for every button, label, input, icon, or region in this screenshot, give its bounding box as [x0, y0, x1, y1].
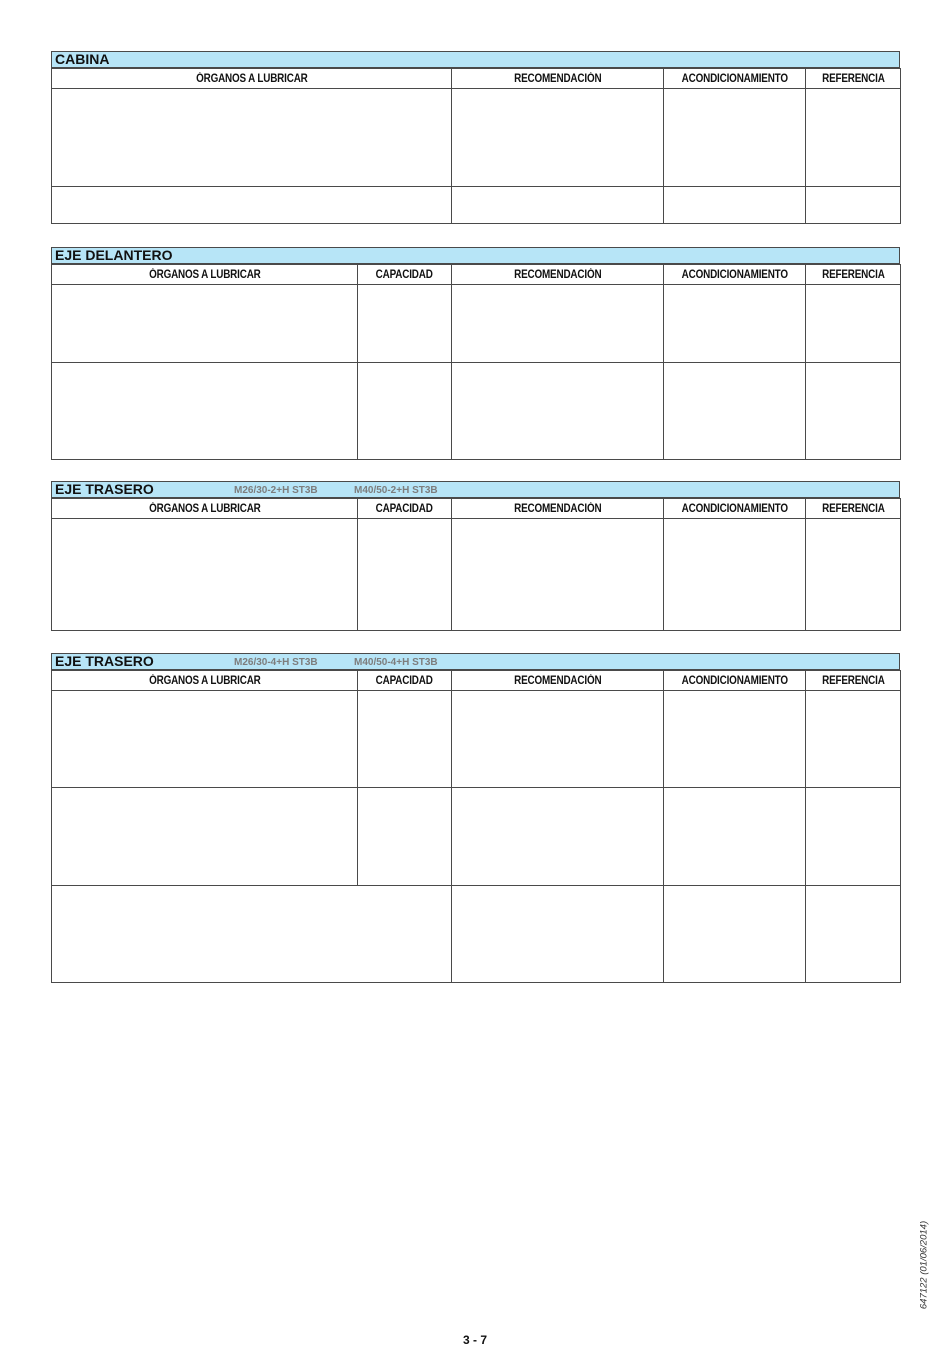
- cell: [452, 285, 664, 363]
- header-capacidad: CAPACIDAD: [358, 499, 452, 519]
- header-acondicionamiento: ACONDICIONAMIENTO: [664, 671, 806, 691]
- cell: [664, 886, 806, 983]
- header-row: [52, 69, 901, 89]
- section-title: EJE DELANTERO: [55, 247, 173, 263]
- header-organos: ÓRGANOS A LUBRICAR: [52, 265, 358, 285]
- table-row: [52, 187, 901, 224]
- table-row: [52, 691, 901, 788]
- section-eje-trasero-4: [51, 653, 900, 983]
- cell: [452, 788, 664, 886]
- cell: [806, 89, 901, 187]
- cell: [664, 285, 806, 363]
- eje-delantero-table: [51, 264, 901, 460]
- cell: [52, 691, 358, 788]
- cell: [806, 363, 901, 460]
- cell: [452, 886, 664, 983]
- cell: [664, 691, 806, 788]
- cell: [52, 285, 358, 363]
- header-capacidad: CAPACIDAD: [358, 671, 452, 691]
- cell: [52, 363, 358, 460]
- table-row: [52, 89, 901, 187]
- cell: [806, 886, 901, 983]
- table-row: [52, 285, 901, 363]
- cell: [52, 886, 452, 983]
- section-title-bar: [51, 481, 900, 498]
- cell: [358, 363, 452, 460]
- header-recomendacion: RECOMENDACIÓN: [452, 265, 664, 285]
- section-cabina: [51, 51, 900, 224]
- cell: [52, 788, 358, 886]
- header-row: [52, 499, 901, 519]
- header-referencia: REFERENCIA: [806, 499, 901, 519]
- table-row: [52, 363, 901, 460]
- cell: [358, 691, 452, 788]
- header-recomendacion: RECOMENDACIÓN: [452, 499, 664, 519]
- header-acondicionamiento: ACONDICIONAMIENTO: [664, 499, 806, 519]
- document-reference: 647122 (01/06/2014): [918, 1220, 930, 1310]
- cell: [52, 519, 358, 631]
- section-title: EJE TRASERO: [55, 481, 154, 497]
- cell: [806, 788, 901, 886]
- section-title: CABINA: [55, 51, 110, 67]
- header-row: [52, 265, 901, 285]
- cell: [358, 519, 452, 631]
- cell: [52, 89, 452, 187]
- cell: [664, 363, 806, 460]
- cell: [806, 187, 901, 224]
- header-recomendacion: RECOMENDACIÓN: [452, 671, 664, 691]
- header-row: [52, 671, 901, 691]
- cell: [358, 285, 452, 363]
- cell: [806, 519, 901, 631]
- table-row: [52, 519, 901, 631]
- cell: [664, 788, 806, 886]
- cell: [452, 363, 664, 460]
- cell: [664, 89, 806, 187]
- header-organos: ÓRGANOS A LUBRICAR: [52, 499, 358, 519]
- eje-trasero-2-table: [51, 498, 901, 631]
- header-acondicionamiento: ACONDICIONAMIENTO: [664, 69, 806, 89]
- page-number: 3 - 7: [462, 1333, 487, 1347]
- cell: [664, 519, 806, 631]
- cell: [358, 788, 452, 886]
- header-referencia: REFERENCIA: [806, 265, 901, 285]
- cabina-table: [51, 68, 901, 224]
- header-capacidad: CAPACIDAD: [358, 265, 452, 285]
- header-organos: ÓRGANOS A LUBRICAR: [52, 671, 358, 691]
- section-eje-trasero-2: [51, 481, 900, 631]
- cell: [452, 187, 664, 224]
- section-title-bar: [51, 247, 900, 264]
- table-row: [52, 788, 901, 886]
- cell: [664, 187, 806, 224]
- model-label-a: M26/30-2+H ST3B: [234, 485, 318, 496]
- eje-trasero-4-table: [51, 670, 901, 983]
- table-row: [52, 886, 901, 983]
- model-label-a: M26/30-4+H ST3B: [234, 657, 318, 668]
- header-acondicionamiento: ACONDICIONAMIENTO: [664, 265, 806, 285]
- cell: [452, 691, 664, 788]
- section-title-bar: [51, 653, 900, 670]
- header-organos: ÓRGANOS A LUBRICAR: [52, 69, 452, 89]
- header-recomendacion: RECOMENDACIÓN: [452, 69, 664, 89]
- header-referencia: REFERENCIA: [806, 69, 901, 89]
- section-title-bar: [51, 51, 900, 68]
- model-label-b: M40/50-4+H ST3B: [354, 657, 438, 668]
- cell: [806, 691, 901, 788]
- header-referencia: REFERENCIA: [806, 671, 901, 691]
- section-eje-delantero: [51, 247, 900, 460]
- cell: [452, 89, 664, 187]
- section-title: EJE TRASERO: [55, 653, 154, 669]
- cell: [806, 285, 901, 363]
- model-label-b: M40/50-2+H ST3B: [354, 485, 438, 496]
- cell: [452, 519, 664, 631]
- cell: [52, 187, 452, 224]
